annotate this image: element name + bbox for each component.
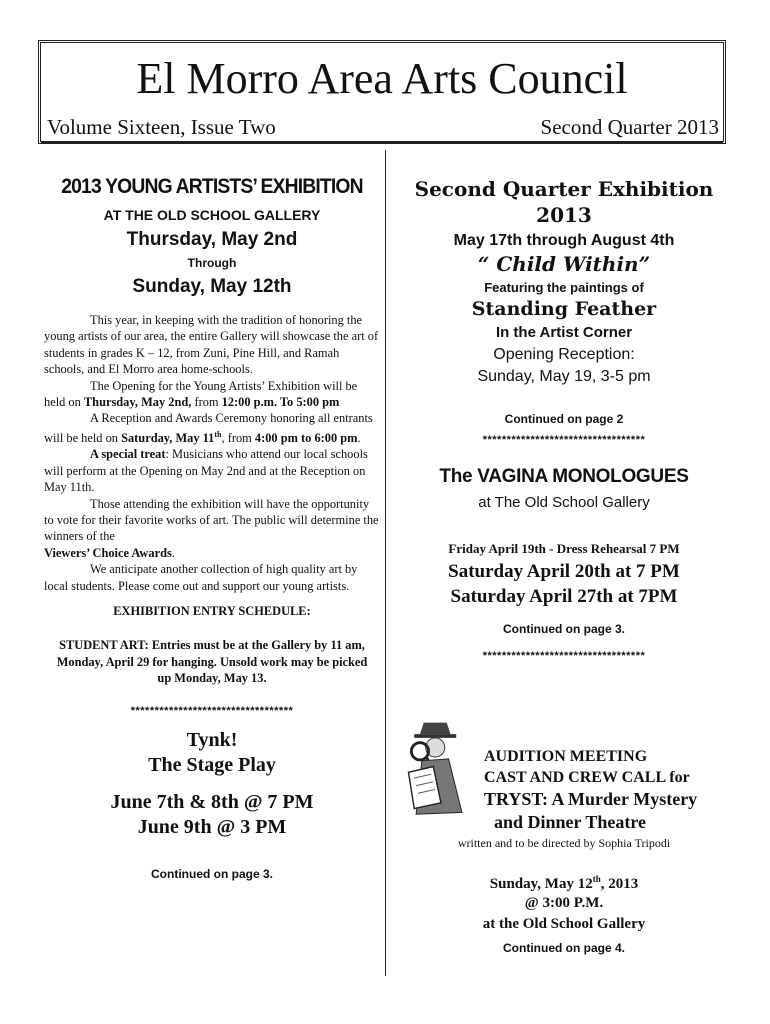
artist-name: Standing Feather bbox=[471, 298, 657, 320]
second-quarter-year: 2013 bbox=[536, 203, 592, 227]
volume-issue: Volume Sixteen, Issue Two bbox=[47, 115, 276, 139]
audition-continued: Continued on page 4. bbox=[503, 941, 625, 955]
schedule-heading: EXHIBITION ENTRY SCHEDULE: bbox=[113, 604, 311, 619]
audition-line1: AUDITION MEETING bbox=[484, 748, 648, 765]
audition-place: at the Old School Gallery bbox=[482, 916, 646, 932]
schedule-text: STUDENT ART: Entries must be at the Gallery by 11 am, Monday, April 29 for hanging. Unsold work may be picked up Monday, May 13. bbox=[56, 638, 368, 686]
monologues-continued: Continued on page 3. bbox=[503, 622, 625, 636]
separator: ********************************** bbox=[482, 650, 646, 662]
audition-line2: CAST AND CREW CALL for bbox=[484, 769, 690, 786]
second-quarter-heading: Second Quarter Exhibition bbox=[414, 177, 714, 201]
detective-icon bbox=[406, 715, 474, 820]
tynk-dates1: June 7th & 8th @ 7 PM bbox=[110, 790, 314, 813]
monologues-show2: Saturday April 27th at 7PM bbox=[450, 586, 678, 607]
audition-line3: TRYST: A Murder Mystery bbox=[484, 789, 698, 809]
separator: ********************************** bbox=[482, 434, 646, 446]
monologues-venue: at The Old School Gallery bbox=[478, 494, 650, 511]
paragraph: A Reception and Awards Ceremony honoring all entrants will be held on Saturday, May 11th, from 4:00 pm to 6:00 pm. bbox=[44, 411, 373, 445]
reception-label: Opening Reception: bbox=[493, 346, 635, 363]
masthead-rule bbox=[41, 141, 723, 143]
tynk-continued: Continued on page 3. bbox=[151, 866, 273, 881]
young-artists-heading: 2013 YOUNG ARTISTS’ EXHIBITION bbox=[61, 175, 363, 198]
column-divider bbox=[385, 150, 386, 976]
young-artists-through: Through bbox=[187, 256, 237, 270]
young-artists-end: Sunday, May 12th bbox=[132, 276, 292, 297]
left-column bbox=[44, 175, 380, 881]
audition-date: Sunday, May 12th, 2013 bbox=[489, 874, 639, 892]
audition-block bbox=[484, 748, 734, 833]
audition-credit: written and to be directed by Sophia Tripodi bbox=[457, 836, 671, 850]
quarter-label: Second Quarter 2013 bbox=[540, 115, 719, 139]
tynk-subtitle: The Stage Play bbox=[148, 753, 276, 776]
audition-line4: and Dinner Theatre bbox=[494, 812, 647, 832]
masthead bbox=[38, 40, 726, 144]
paragraph: A special treat: Musicians who attend our local schools will perform at the Opening on May 2nd and at the Reception on May 11th. bbox=[44, 447, 368, 495]
young-artists-start: Thursday, May 2nd bbox=[126, 229, 298, 250]
monologues-show1: Saturday April 20th at 7 PM bbox=[448, 561, 680, 582]
newsletter-title: El Morro Area Arts Council bbox=[136, 54, 628, 103]
paragraph: We anticipate another collection of high quality art by local students. Please come out and support our young artists. bbox=[44, 562, 358, 593]
second-quarter-continued: Continued on page 2 bbox=[504, 412, 624, 426]
monologues-title: The VAGINA MONOLOGUES bbox=[439, 466, 689, 487]
tynk-title: Tynk! bbox=[186, 728, 238, 751]
featuring-text: Featuring the paintings of bbox=[484, 280, 644, 295]
tynk-dates2: June 9th @ 3 PM bbox=[137, 815, 287, 838]
show-title: “ Child Within” bbox=[477, 252, 651, 276]
second-quarter-dates: May 17th through August 4th bbox=[453, 232, 675, 249]
young-artists-body bbox=[44, 312, 380, 594]
reception-date: Sunday, May 19, 3-5 pm bbox=[477, 368, 651, 385]
monologues-rehearsal: Friday April 19th - Dress Rehearsal 7 PM bbox=[448, 541, 680, 556]
paragraph: Those attending the exhibition will have the opportunity to vote for their favorite works of art. The public will determine the winners of the Viewers’ Choice Awards. bbox=[44, 496, 379, 560]
audition-time: @ 3:00 P.M. bbox=[524, 895, 604, 911]
artist-corner: In the Artist Corner bbox=[495, 324, 633, 341]
separator: ********************************** bbox=[130, 704, 294, 717]
right-column bbox=[396, 175, 732, 955]
young-artists-venue: AT THE OLD SCHOOL GALLERY bbox=[103, 207, 321, 223]
paragraph: This year, in keeping with the tradition of honoring the young artists of our area, the entire Gallery will showcase the art of students in grades K – 12, from Zuni, Pine Hill, and Ramah schools, and El Morro area home-schools. bbox=[44, 313, 379, 377]
paragraph: The Opening for the Young Artists’ Exhibition will be held on Thursday, May 2nd, from 12:00 p.m. To 5:00 pm bbox=[44, 378, 358, 410]
